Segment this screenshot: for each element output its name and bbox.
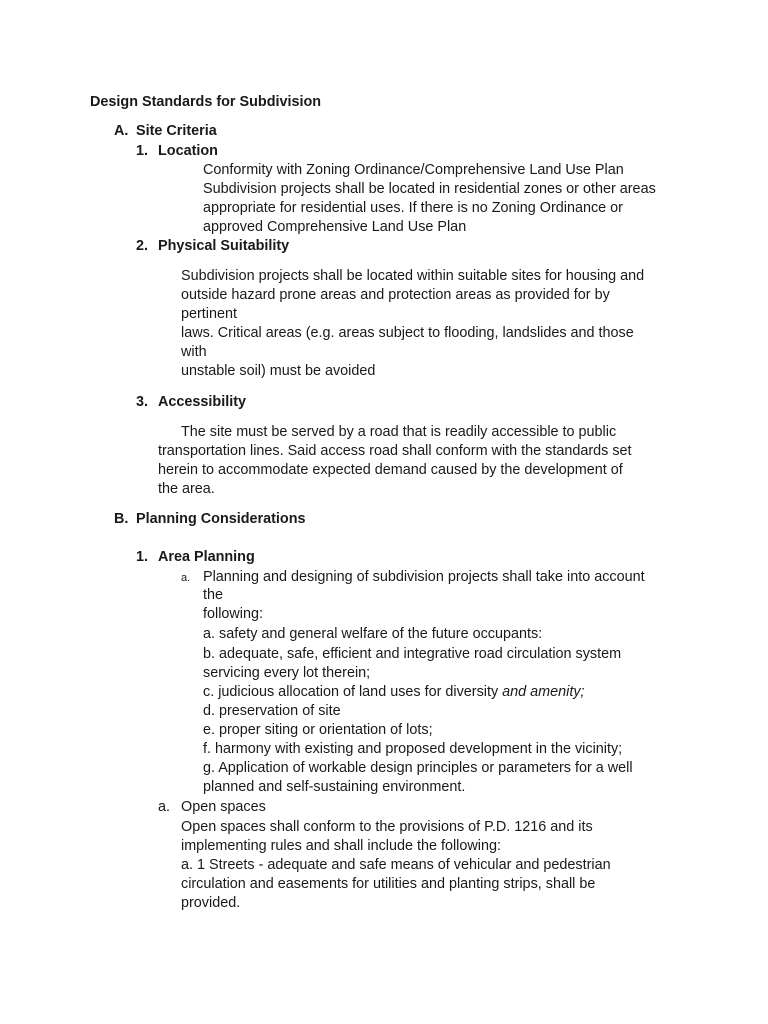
body-line: Subdivision projects shall be located in residential zones or other areas xyxy=(203,181,656,197)
body-line: a. 1 Streets - adequate and safe means of vehicular and pedestrian xyxy=(181,857,611,873)
section-a-marker: A. xyxy=(114,123,129,139)
item-heading: Area Planning xyxy=(158,549,255,565)
body-line: a. safety and general welfare of the future occupants: xyxy=(203,626,543,642)
body-line: laws. Critical areas (e.g. areas subject to flooding, landslides and those xyxy=(181,325,634,341)
section-a-title: Site Criteria xyxy=(136,123,217,139)
item-number: 1. xyxy=(136,143,149,159)
item-heading: Physical Suitability xyxy=(158,238,290,254)
body-line: unstable soil) must be avoided xyxy=(181,363,376,379)
item-heading: Location xyxy=(158,143,218,159)
item-number: 1. xyxy=(136,549,149,565)
subsection-heading: Open spaces xyxy=(181,799,266,815)
body-line: Conformity with Zoning Ordinance/Comprehensive Land Use Plan xyxy=(203,162,624,178)
sub-marker: a. xyxy=(158,799,171,815)
body-line: herein to accommodate expected demand caused by the development of xyxy=(158,462,623,478)
body-line: circulation and easements for utilities and planting strips, shall be xyxy=(181,876,596,892)
body-line: planned and self-sustaining environment. xyxy=(203,779,466,795)
section-b-marker: B. xyxy=(114,511,129,527)
body-line: the xyxy=(203,587,224,603)
body-line: appropriate for residential uses. If there is no Zoning Ordinance or xyxy=(203,200,623,216)
body-line: transportation lines. Said access road shall conform with the standards set xyxy=(158,443,632,459)
body-line: the area. xyxy=(158,481,215,497)
body-line: Subdivision projects shall be located within suitable sites for housing and xyxy=(181,268,645,284)
sub-marker: a. xyxy=(181,572,191,584)
item-heading: Accessibility xyxy=(158,394,246,410)
item-number: 3. xyxy=(136,394,149,410)
body-line: f. harmony with existing and proposed development in the vicinity; xyxy=(203,741,623,757)
body-line: Planning and designing of subdivision projects shall take into account xyxy=(203,569,645,585)
body-line: e. proper siting or orientation of lots; xyxy=(203,722,433,738)
body-line-with-italic xyxy=(203,683,585,702)
body-line: provided. xyxy=(181,895,241,911)
item-number: 2. xyxy=(136,238,149,254)
body-line: approved Comprehensive Land Use Plan xyxy=(203,219,467,235)
body-line: with xyxy=(181,344,207,360)
body-line: following: xyxy=(203,606,263,622)
body-line: The site must be served by a road that is readily accessible to public xyxy=(181,424,617,440)
body-line: Open spaces shall conform to the provisions of P.D. 1216 and its xyxy=(181,819,593,835)
document-title: Design Standards for Subdivision xyxy=(90,94,322,110)
body-line: servicing every lot therein; xyxy=(203,665,371,681)
body-line: outside hazard prone areas and protection areas as provided for by xyxy=(181,287,610,303)
italic-text: and amenity; xyxy=(502,684,585,700)
body-text: c. judicious allocation of land uses for diversity xyxy=(203,684,503,700)
section-b-title: Planning Considerations xyxy=(136,511,306,527)
body-line: pertinent xyxy=(181,306,238,322)
body-line: d. preservation of site xyxy=(203,703,341,719)
body-line: b. adequate, safe, efficient and integrative road circulation system xyxy=(203,646,622,662)
body-line: implementing rules and shall include the following: xyxy=(181,838,501,854)
body-line: g. Application of workable design principles or parameters for a well xyxy=(203,760,633,776)
